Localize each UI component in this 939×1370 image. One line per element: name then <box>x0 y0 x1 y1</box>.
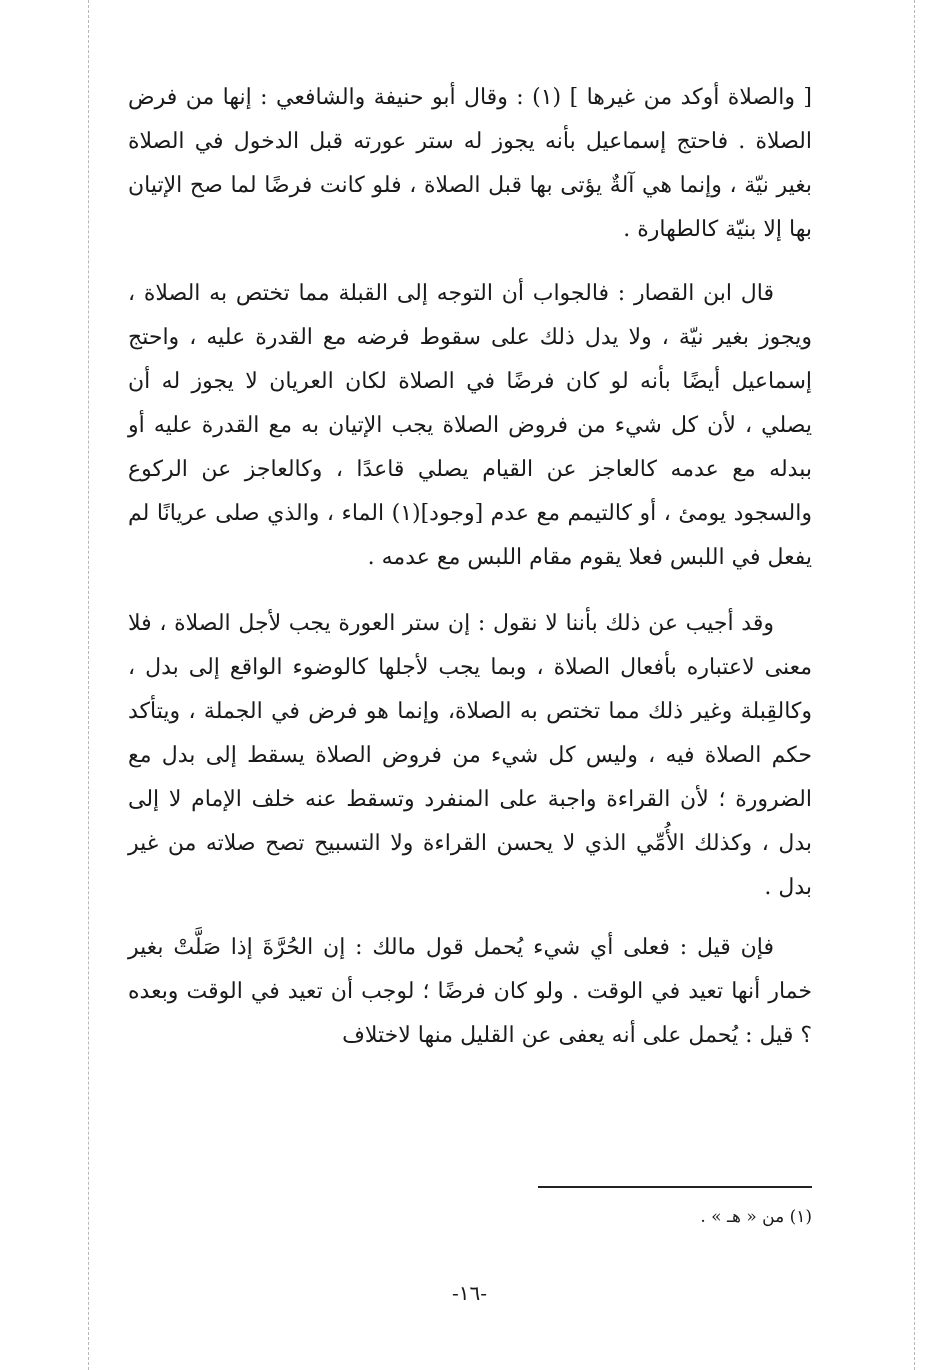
paragraph-1: [ والصلاة أوكد من غيرها ] (١) : وقال أبو حنيفة والشافعي : إنها من فرض الصلاة . فاحتج إسماعيل بأنه يجوز له ستر عورته قبل الدخول في الصلاة بغير نيّة ، وإنما هي آلةٌ يؤتى بها قبل الصلاة ، فلو كانت فرضًا لما صح الإتيان بها إلا بنيّة كالطهارة . <box>128 85 812 242</box>
page-number: -١٦- <box>451 1281 487 1305</box>
page-body <box>128 76 812 1058</box>
footnote-divider <box>538 1186 812 1188</box>
scan-edge-right <box>914 0 915 1370</box>
footnote: (١) من « هـ » . <box>700 1207 812 1227</box>
paragraph-3: وقد أجيب عن ذلك بأننا لا نقول : إن ستر العورة يجب لأجل الصلاة ، فلا معنى لاعتباره بأفعال الصلاة ، وبما يجب لأجلها كالوضوء الواقع إلى بدل ، وكالقِبلة وغير ذلك مما تختص به الصلاة، وإنما هو فرض في الجملة ، ويتأكد حكم الصلاة فيه ، وليس كل شيء من فروض الصلاة يسقط إلى بدل مع الضرورة ؛ لأن القراءة واجبة على المنفرد وتسقط عنه خلف الإمام لا إلى بدل ، وكذلك الأُمِّي الذي لا يحسن القراءة ولا التسبيح تصح صلاته من غير بدل . <box>128 611 812 900</box>
paragraph-4: فإن قيل : فعلى أي شيء يُحمل قول مالك : إن الحُرَّةَ إذا صَلَّتْ بغير خمار أنها تعيد في الوقت . ولو كان فرضًا ؛ لوجب أن تعيد في الوقت وبعده ؟ قيل : يُحمل على أنه يعفى عن القليل منها لاختلاف <box>128 935 812 1048</box>
scan-edge-left <box>88 0 89 1370</box>
paragraph-2: قال ابن القصار : فالجواب أن التوجه إلى القبلة مما تختص به الصلاة ، ويجوز بغير نيّة ، ولا يدل ذلك على سقوط فرضه مع القدرة عليه ، واحتج إسماعيل أيضًا بأنه لو كان فرضًا في الصلاة لكان العريان لا يجوز له أن يصلي ، لأن كل شيء من فروض الصلاة يجب الإتيان به مع القدرة عليه أو ببدله مع عدمه كالعاجز عن القيام يصلي قاعدًا ، وكالعاجز عن الركوع والسجود يومئ ، أو كالتيمم مع عدم [وجود](١) الماء ، والذي صلى عريانًا لم يفعل في اللبس فعلا يقوم مقام اللبس مع عدمه . <box>128 281 812 570</box>
